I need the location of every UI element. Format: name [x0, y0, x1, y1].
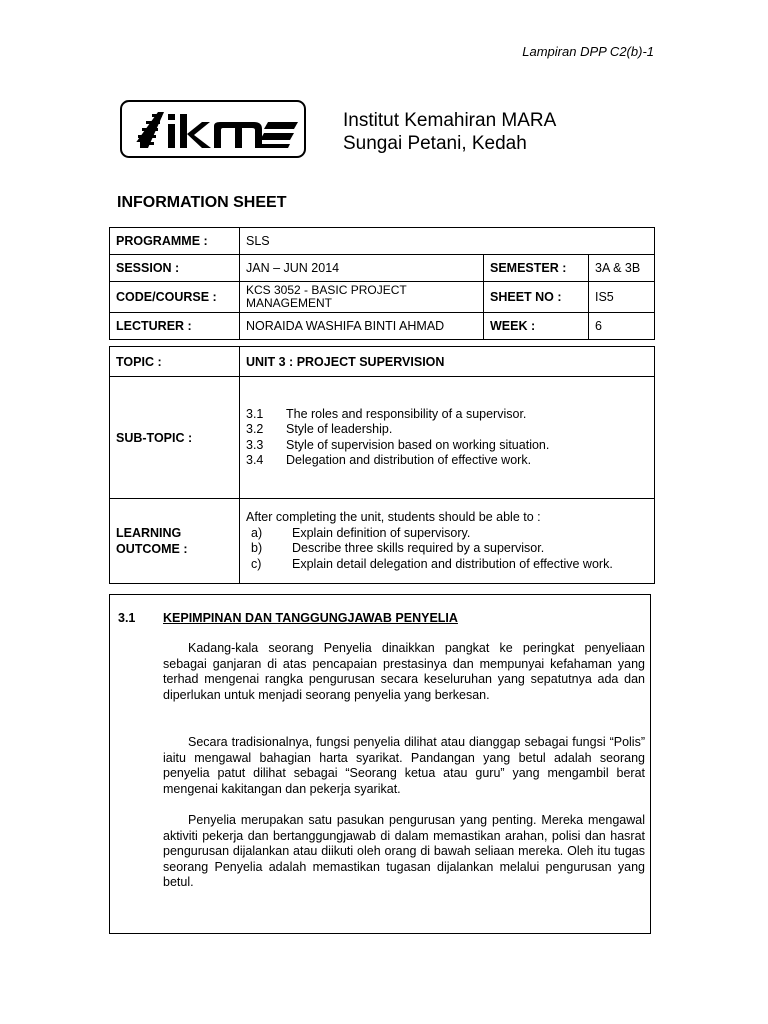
sheet-no-value: IS5: [589, 282, 655, 313]
lecturer-value: NORAIDA WASHIFA BINTI AHMAD: [240, 313, 484, 340]
subtopic-row: [110, 377, 655, 499]
subtopic-item: 3.1 The roles and responsibility of a supervisor.: [246, 406, 527, 421]
topic-value: UNIT 3 : PROJECT SUPERVISION: [240, 347, 655, 377]
learning-outcome-list: [246, 510, 648, 572]
learning-outcome-label: LEARNING OUTCOME :: [110, 499, 240, 584]
sheet-title: INFORMATION SHEET: [117, 194, 287, 211]
week-value: 6: [589, 313, 655, 340]
topic-table: [109, 346, 655, 584]
subtopic-item: 3.2 Style of leadership.: [246, 422, 393, 436]
programme-row: [110, 228, 655, 255]
body-paragraph: Kadang-kala seorang Penyelia dinaikkan pangkat ke peringkat penyeliaan sebagai ganjaran di atas pencapaian prestasinya dan mempunyai kefahaman yang terhad mengenai rangka pengurusan secara keseluruhan yang sepatutnya ada dan diperlukan untuk menjadi seorang penyelia yang berkesan.: [163, 641, 645, 702]
topic-row: [110, 347, 655, 377]
session-value: JAN – JUN 2014: [240, 255, 484, 282]
content-section-box: [109, 594, 651, 934]
lecturer-row: [110, 313, 655, 340]
section-title: KEPIMPINAN DAN TANGGUNGJAWAB PENYELIA: [163, 611, 458, 625]
institute-location: Sungai Petani, Kedah: [343, 133, 527, 154]
week-label: WEEK :: [484, 313, 589, 340]
programme-value: SLS: [240, 228, 655, 255]
course-value: KCS 3052 - BASIC PROJECT MANAGEMENT: [240, 282, 484, 313]
session-label: SESSION :: [110, 255, 240, 282]
course-row: [110, 282, 655, 313]
learning-outcome-intro: After completing the unit, students should be able to :: [246, 510, 541, 524]
ikm-logo: [120, 100, 306, 158]
topic-label: TOPIC :: [110, 347, 240, 377]
session-row: [110, 255, 655, 282]
lecturer-label: LECTURER :: [110, 313, 240, 340]
appendix-reference: Lampiran DPP C2(b)-1: [522, 44, 654, 59]
subtopic-cell: [240, 377, 655, 499]
subtopic-list: [246, 407, 648, 469]
institute-heading: [343, 109, 556, 155]
learning-outcome-item: b) Describe three skills required by a supervisor.: [251, 541, 545, 555]
body-paragraph: Secara tradisionalnya, fungsi penyelia dilihat atau dianggap sebagai fungsi “Polis” iaitu mengawal bahagian harta syarikat. Pandangan yang betul adalah seorang penyelia patut dilihat sebagai “Seorang ketua atau guru” yang mengambil berat mengenai kakitangan dan pekerja syarikat.: [163, 735, 645, 796]
learning-outcome-item: a) Explain definition of supervisory.: [251, 525, 471, 540]
programme-label: PROGRAMME :: [110, 228, 240, 255]
course-info-table: [109, 227, 655, 340]
sheet-no-label: SHEET NO :: [484, 282, 589, 313]
learning-outcome-cell: [240, 499, 655, 584]
institute-name: Institut Kemahiran MARA: [343, 110, 557, 131]
ikm-logo-mark: [122, 102, 304, 156]
learning-outcome-item: c) Explain detail delegation and distribution of effective work.: [251, 556, 613, 571]
subtopic-label: SUB-TOPIC :: [110, 377, 240, 499]
subtopic-item: 3.4 Delegation and distribution of effective work.: [246, 453, 532, 467]
semester-value: 3A & 3B: [589, 255, 655, 282]
section-number: 3.1: [118, 611, 136, 625]
subtopic-item: 3.3 Style of supervision based on working situation.: [246, 437, 550, 452]
semester-label: SEMESTER :: [484, 255, 589, 282]
learning-outcome-row: [110, 499, 655, 584]
body-paragraph: Penyelia merupakan satu pasukan pengurusan yang penting. Mereka mengawal aktiviti pekerja dan bertanggungjawab di dalam memastikan arahan, polisi dan hasrat pengurusan dijalankan atau diikuti oleh orang di bawah seliaan mereka. Oleh itu tugas seorang Penyelia adalah memastikan tugasan dijalankan melalui pengurusan yang betul.: [163, 813, 645, 889]
course-label: CODE/COURSE :: [110, 282, 240, 313]
